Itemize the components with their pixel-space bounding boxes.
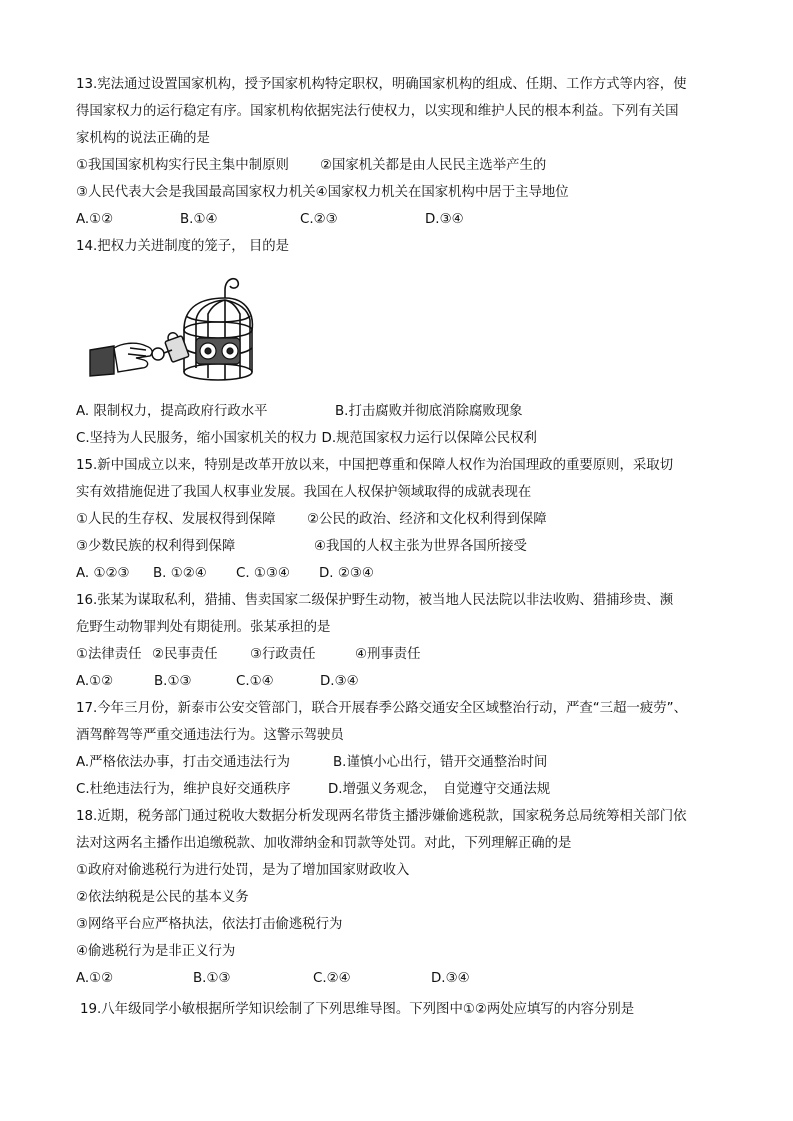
q14-option-b[interactable]: B.打击腐败并彻底消除腐败现象 <box>335 404 523 419</box>
q13-stem-line-3: 家机构的说法正确的是 <box>76 131 210 146</box>
q18-statement-4: ④偷逃税行为是非正义行为 <box>76 944 236 959</box>
q19-stem: 19.八年级同学小敏根据所学知识绘制了下列思维导图。下列图中①②两处应填写的内容分别是 <box>80 1002 635 1017</box>
q15-statement-4: ④我国的人权主张为世界各国所接受 <box>314 539 527 554</box>
q18-option-d[interactable]: D.③④ <box>431 971 470 986</box>
q13-statement-2: ②国家机关都是由人民民主选举产生的 <box>320 158 547 173</box>
q13-statement-1: ①我国国家机构实行民主集中制原则 <box>76 158 289 173</box>
q18-option-a[interactable]: A.①② <box>76 971 114 986</box>
q13-stem-line-2: 得国家权力的运行稳定有序。国家机构依据宪法行使权力，以实现和维护人民的根本利益。下列有关国 <box>76 104 679 119</box>
q13-option-d[interactable]: D.③④ <box>425 212 464 227</box>
q15-option-c[interactable]: C. ①③④ <box>236 566 290 581</box>
q13-option-a[interactable]: A.①② <box>76 212 114 227</box>
q14-option-c-d[interactable]: C.坚持为人民服务，缩小国家机关的权力 D.规范国家权力运行以保障公民权利 <box>76 431 537 446</box>
q16-statement-4: ④刑事责任 <box>355 647 421 662</box>
q14-stem: 14.把权力关进制度的笼子， 目的是 <box>76 239 290 254</box>
q15-option-b[interactable]: B. ①②④ <box>153 566 207 581</box>
q16-option-c[interactable]: C.①④ <box>236 674 274 689</box>
q16-statement-1: ①法律责任 <box>76 647 142 662</box>
q15-statement-2: ②公民的政治、经济和文化权利得到保障 <box>307 512 547 527</box>
q17-option-a[interactable]: A.严格依法办事，打击交通违法行为 <box>76 755 291 770</box>
q18-statement-1: ①政府对偷逃税行为进行处罚，是为了增加国家财政收入 <box>76 863 410 878</box>
q16-statement-3: ③行政责任 <box>250 647 316 662</box>
q18-option-c[interactable]: C.②④ <box>313 971 351 986</box>
q13-stem-line-1: 13.宪法通过设置国家机构，授予国家机构特定职权，明确国家机构的组成、任期、工作方式等内容，使 <box>76 77 687 92</box>
q15-statement-1: ①人民的生存权、发展权得到保障 <box>76 512 276 527</box>
q15-statement-3: ③少数民族的权利得到保障 <box>76 539 236 554</box>
q16-statement-2: ②民事责任 <box>152 647 218 662</box>
q13-option-c[interactable]: C.②③ <box>300 212 338 227</box>
q13-statement-3-4: ③人民代表大会是我国最高国家权力机关④国家权力机关在国家机构中居于主导地位 <box>76 185 569 200</box>
q16-stem-line-2: 危野生动物罪判处有期徒刑。张某承担的是 <box>76 620 331 635</box>
q16-option-d[interactable]: D.③④ <box>320 674 359 689</box>
q16-stem-line-1: 16.张某为谋取私利，猎捕、售卖国家二级保护野生动物，被当地人民法院以非法收购、猎捕珍贵、濒 <box>76 593 674 608</box>
q17-stem-line-2: 酒驾醉驾等严重交通违法行为。这警示驾驶员 <box>76 728 344 743</box>
q17-stem-line-1: 17.今年三月份，新泰市公安交管部门，联合开展春季公路交通安全区域整治行动，严查“三超一疲劳”、 <box>76 701 687 716</box>
q17-option-b[interactable]: B.谨慎小心出行，错开交通整治时间 <box>333 755 548 770</box>
q15-stem-line-1: 15.新中国成立以来，特别是改革开放以来，中国把尊重和保障人权作为治国理政的重要原则，采取切 <box>76 458 674 473</box>
q17-option-d[interactable]: D.增强义务观念， 自觉遵守交通法规 <box>328 782 551 797</box>
power-cage-illustration <box>84 268 254 390</box>
q18-stem-line-2: 法对这两名主播作出追缴税款、加收滞纳金和罚款等处罚。对此，下列理解正确的是 <box>76 836 572 851</box>
q15-option-a[interactable]: A. ①②③ <box>76 566 130 581</box>
q18-statement-2: ②依法纳税是公民的基本义务 <box>76 890 249 905</box>
q14-option-a[interactable]: A. 限制权力，提高政府行政水平 <box>76 404 268 419</box>
q13-option-b[interactable]: B.①④ <box>180 212 218 227</box>
q18-option-b[interactable]: B.①③ <box>193 971 231 986</box>
q15-option-d[interactable]: D. ②③④ <box>319 566 374 581</box>
q18-statement-3: ③网络平台应严格执法，依法打击偷逃税行为 <box>76 917 343 932</box>
q16-option-b[interactable]: B.①③ <box>154 674 192 689</box>
q17-option-c[interactable]: C.杜绝违法行为，维护良好交通秩序 <box>76 782 291 797</box>
q16-option-a[interactable]: A.①② <box>76 674 114 689</box>
q18-stem-line-1: 18.近期，税务部门通过税收大数据分析发现两名带货主播涉嫌偷逃税款，国家税务总局统筹相关部门依 <box>76 809 687 824</box>
q15-stem-line-2: 实有效措施促进了我国人权事业发展。我国在人权保护领域取得的成就表现在 <box>76 485 532 500</box>
